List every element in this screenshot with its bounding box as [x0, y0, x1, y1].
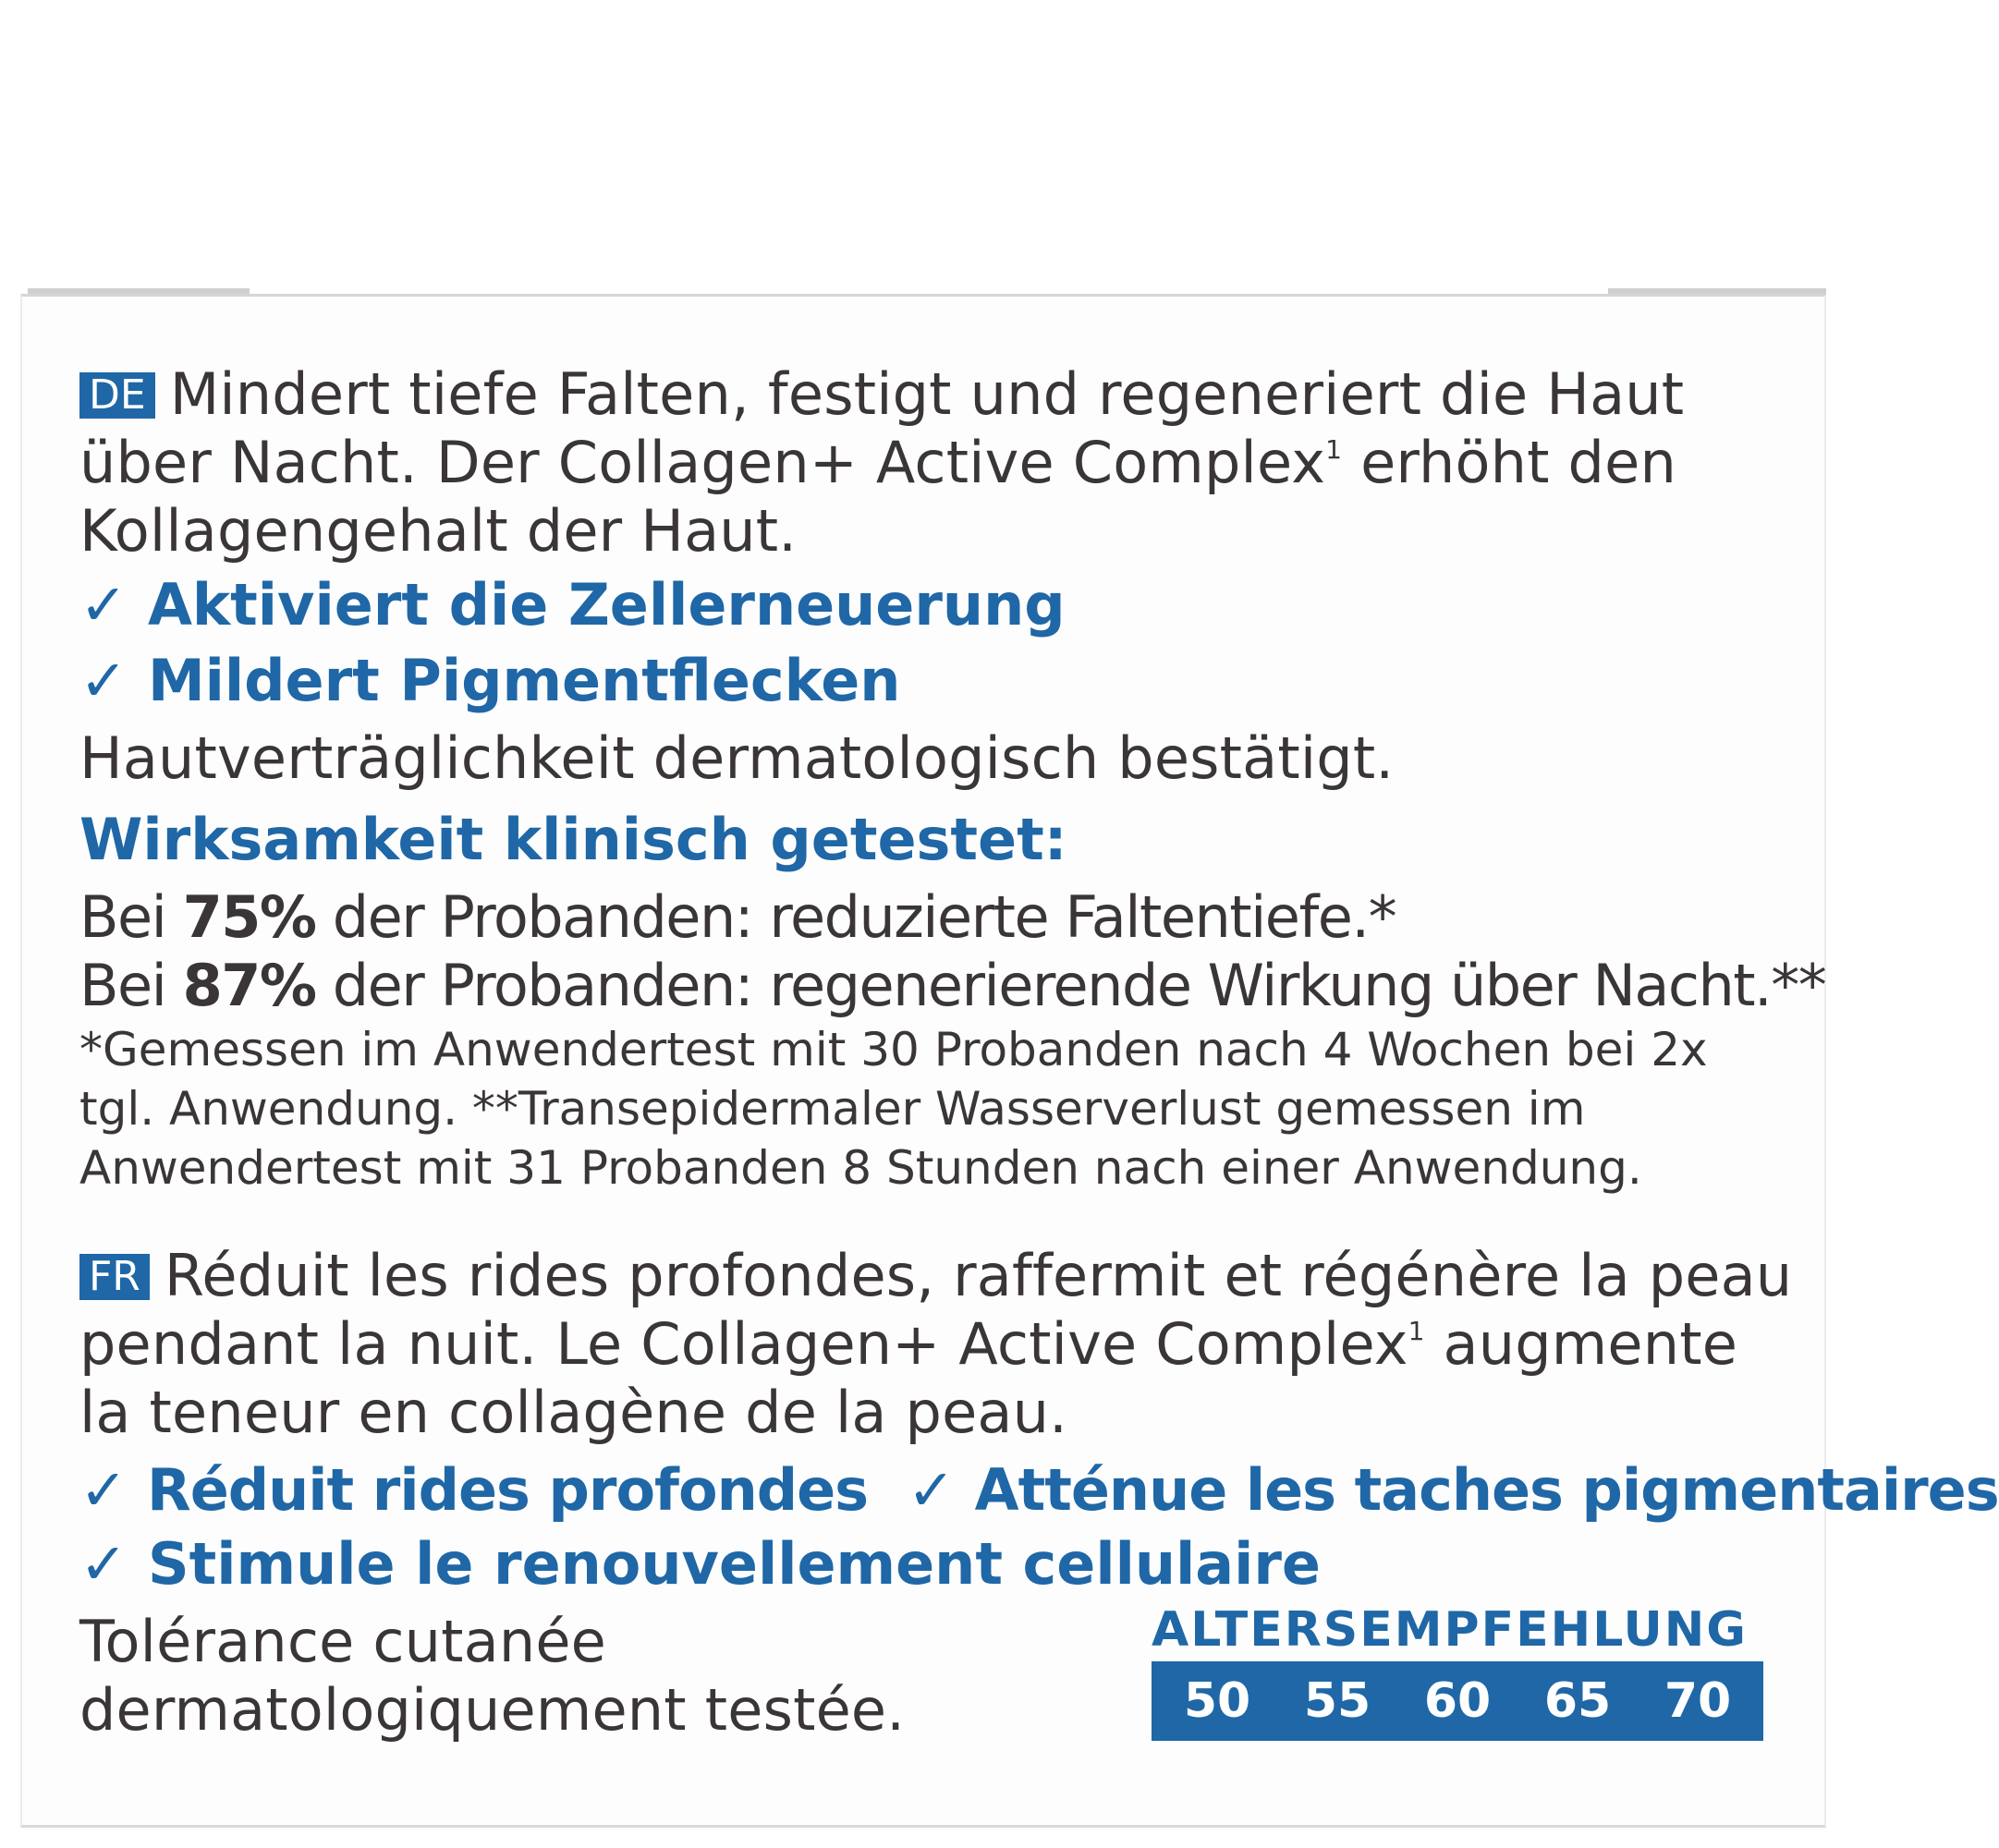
- fr-benefit-3: ✓ Stimule le renouvellement cellulaire: [79, 1526, 1761, 1602]
- age-value: 50: [1183, 1673, 1251, 1729]
- de-benefit-1: ✓ Aktiviert die Zellerneuerung: [79, 567, 1761, 643]
- de-footnote-line-3: Anwendertest mit 31 Probanden 8 Stunden nach einer Anwendung.: [79, 1141, 1642, 1195]
- fr-intro-line-2: pendant la nuit. Le Collagen+ Active Complex$^1$ augmente: [79, 1310, 1738, 1378]
- fr-benefits-row-1: ✓ Réduit rides profondes ✓ Atténue les taches pigmentaires: [79, 1453, 1761, 1528]
- checkmark-icon: ✓: [79, 1530, 128, 1598]
- age-recommendation-title: ALTERSEMPFEHLUNG: [1152, 1602, 1748, 1658]
- fr-intro-line-3: la teneur en collagène de la peau.: [79, 1379, 1068, 1446]
- stat-value: 75%: [182, 883, 316, 951]
- de-stat-2: Bei 87% der Probanden: regenerierende Wirkung über Nacht.**: [79, 952, 1826, 1019]
- age-value: 70: [1664, 1673, 1732, 1729]
- checkmark-icon: ✓: [79, 1456, 127, 1524]
- footnote-mark: 1: [1325, 434, 1343, 465]
- de-footnote-line-2: tgl. Anwendung. **Transepidermaler Wasserverlust gemessen im: [79, 1082, 1586, 1136]
- checkmark-icon: ✓: [79, 571, 128, 638]
- fr-tolerance-line-2: dermatologiquement testée.: [79, 1676, 906, 1744]
- fr-language-badge: FR: [79, 1254, 150, 1300]
- de-language-badge: DE: [79, 372, 155, 419]
- de-clinical-heading: Wirksamkeit klinisch getestet:: [79, 806, 1067, 873]
- checkmark-icon: ✓: [79, 647, 128, 714]
- fr-tolerance-line-1: Tolérance cutanée: [79, 1608, 607, 1675]
- de-footnote-line-1: *Gemessen im Anwendertest mit 30 Probanden nach 4 Wochen bei 2x: [79, 1023, 1708, 1076]
- de-intro-line-2: über Nacht. Der Collagen+ Active Complex$^1$ erhöht den: [79, 429, 1676, 496]
- fr-intro-line-1: FR Réduit les rides profondes, raffermit et régénère la peau: [79, 1242, 1761, 1310]
- checkmark-icon: ✓: [907, 1456, 955, 1524]
- age-value: 55: [1303, 1673, 1371, 1729]
- de-tolerance: Hautverträglichkeit dermatologisch bestätigt.: [79, 724, 1395, 792]
- age-value: 60: [1423, 1673, 1492, 1729]
- footnote-mark: 1: [1408, 1316, 1425, 1346]
- age-value: 65: [1543, 1673, 1612, 1729]
- de-stat-1: Bei 75% der Probanden: reduzierte Faltentiefe.*: [79, 883, 1396, 951]
- age-recommendation-bar: [1152, 1661, 1763, 1741]
- de-benefit-2: ✓ Mildert Pigmentflecken: [79, 643, 1761, 719]
- stat-value: 87%: [182, 952, 316, 1019]
- de-intro-line-3: Kollagengehalt der Haut.: [79, 497, 798, 565]
- de-intro-line-1: DE Mindert tiefe Falten, festigt und regeneriert die Haut: [79, 360, 1761, 429]
